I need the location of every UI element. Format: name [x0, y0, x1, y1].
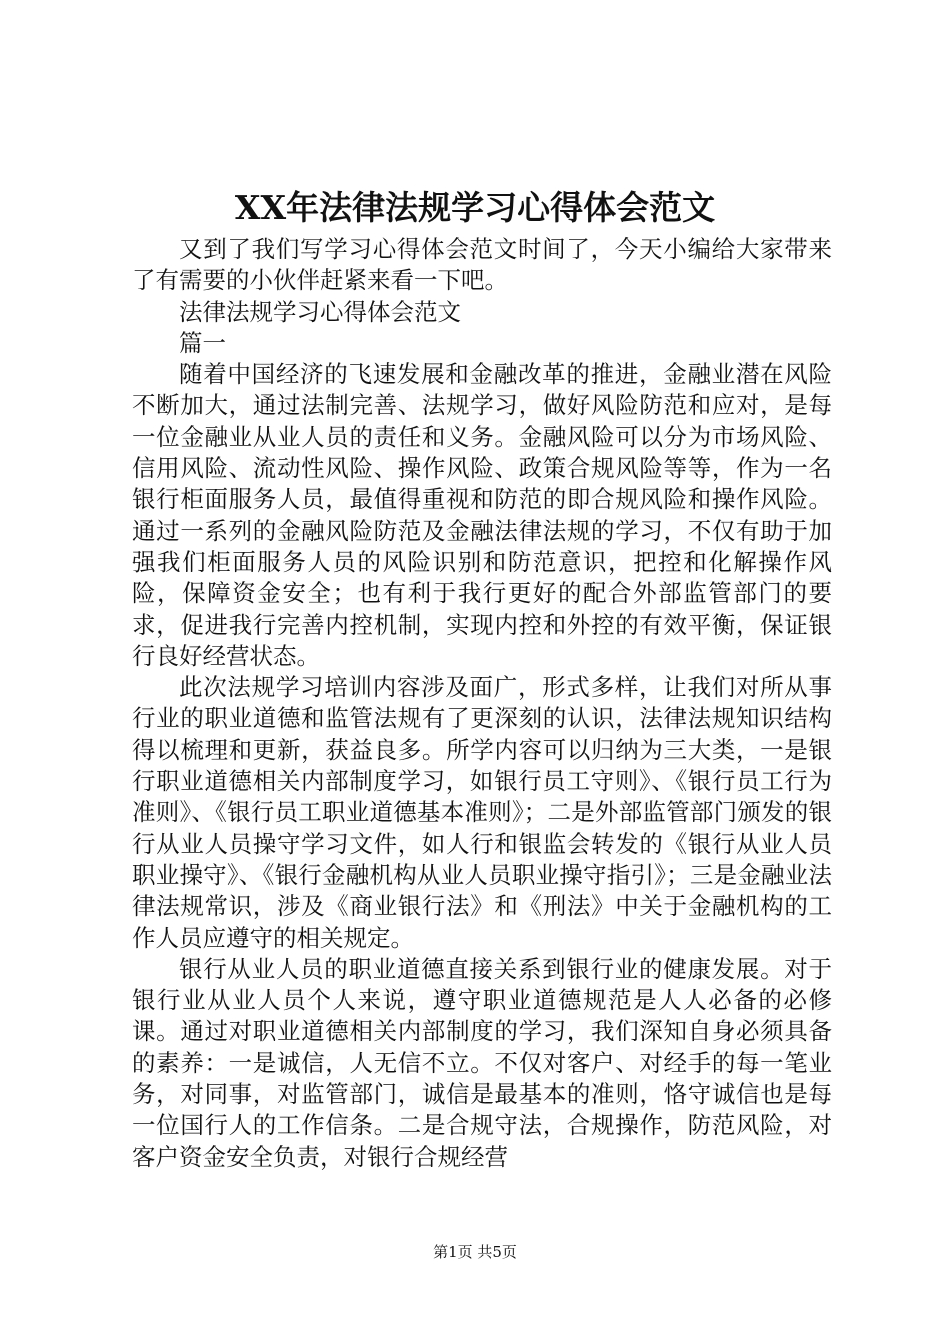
intro-paragraph: 又到了我们写学习心得体会范文时间了，今天小编给大家带来了有需要的小伙伴赶紧来看一下吧。	[132, 235, 832, 295]
body-paragraph: 银行从业人员的职业道德直接关系到银行业的健康发展。对于银行业从业人员个人来说，遵守职业道德规范是人人必备的必修课。通过对职业道德相关内部制度的学习，我们深知自身必须具备的素养：一是诚信，人无信不立。不仅对客户、对经手的每一笔业务，对同事，对监管部门，诚信是最基本的准则，恪守诚信也是每一位国行人的工作信条。二是合规守法，合规操作，防范风险，对客户资金安全负责，对银行合规经营	[132, 954, 832, 1171]
document-title: XX年法律法规学习心得体会范文	[234, 188, 716, 227]
page-number-footer: 第1页 共5页	[433, 1243, 517, 1261]
part-label: 篇一	[179, 328, 226, 357]
section-heading: 法律法规学习心得体会范文	[179, 297, 461, 326]
body-paragraph: 此次法规学习培训内容涉及面广，形式多样，让我们对所从事行业的职业道德和监管法规有了更深刻的认识，法律法规知识结构得以梳理和更新，获益良多。所学内容可以归纳为三大类，一是银行职业道德相关内部制度学习，如银行员工守则》、《银行员工行为准则》、《银行员工职业道德基本准则》；二是外部监管部门颁发的银行从业人员操守学习文件，如人行和银监会转发的《银行从业人员职业操守》、《银行金融机构从业人员职业操守指引》；三是金融业法律法规常识，涉及《商业银行法》和《刑法》中关于金融机构的工作人员应遵守的相关规定。	[132, 673, 832, 952]
document-body	[132, 234, 832, 1173]
body-paragraph: 随着中国经济的飞速发展和金融改革的推进，金融业潜在风险不断加大，通过法制完善、法规学习，做好风险防范和应对，是每一位金融业从业人员的责任和义务。金融风险可以分为市场风险、信用风险、流动性风险、操作风险、政策合规风险等等，作为一名银行柜面服务人员，最值得重视和防范的即合规风险和操作风险。通过一系列的金融风险防范及金融法律法规的学习，不仅有助于加强我们柜面服务人员的风险识别和防范意识，把控和化解操作风险，保障资金安全；也有利于我行更好的配合外部监管部门的要求，促进我行完善内控机制，实现内控和外控的有效平衡，保证银行良好经营状态。	[132, 360, 832, 670]
